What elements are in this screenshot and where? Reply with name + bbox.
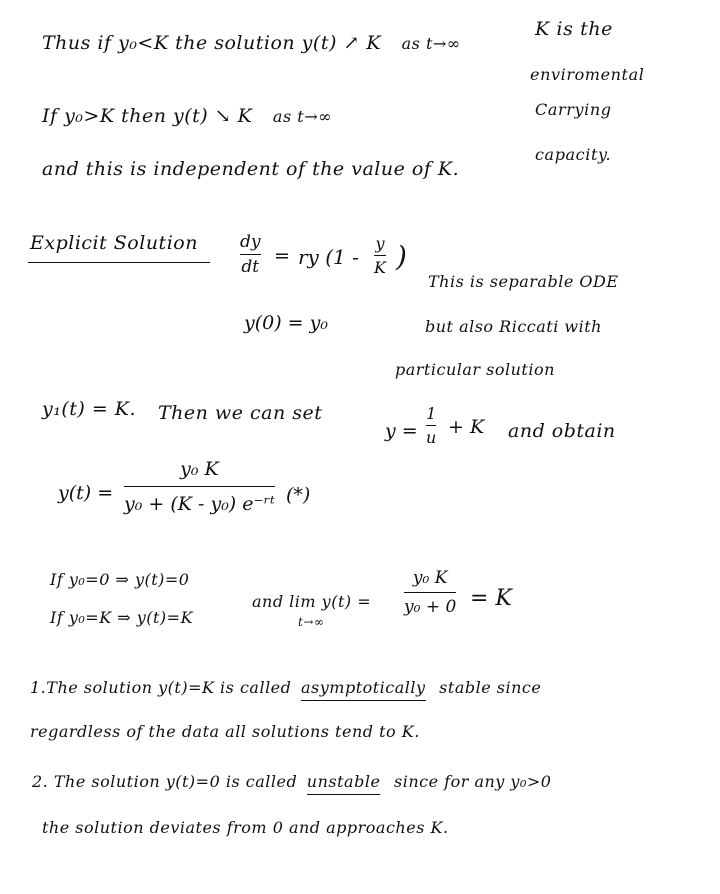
intro-line-1-text: Thus if y₀<K the solution y(t) ↗ K <box>42 32 382 54</box>
limit-fraction <box>404 568 456 617</box>
substitution-num: 1 <box>426 404 437 423</box>
intro-line-1-limit: as t→∞ <box>401 34 461 53</box>
side-note-line1: K is the <box>535 18 614 40</box>
stability-1-pre: 1.The solution y(t)=K is called <box>30 678 292 697</box>
intro-line-2-limit: as t→∞ <box>272 107 332 126</box>
ode-lhs-num: dy <box>240 232 261 252</box>
limit-bar <box>404 592 456 593</box>
ode-rhs-fraction <box>374 234 386 277</box>
side-note-line3: Carrying <box>535 100 612 119</box>
ode-rhs-end: ) <box>396 240 407 273</box>
substitution-den: u <box>426 428 437 447</box>
limit-text: and lim y(t) = <box>252 592 372 611</box>
explicit-heading-underline <box>28 262 210 263</box>
solution-lhs: y(t) = <box>58 482 114 504</box>
ode-equals: = <box>274 245 290 267</box>
particular-solution: y₁(t) = K. <box>42 398 137 420</box>
ode-rhs-den: K <box>374 258 386 277</box>
stability-1-line-2: regardless of the data all solutions tend to K. <box>30 722 420 741</box>
limit-den: y₀ + 0 <box>404 597 457 617</box>
case-1: If y₀=0 ⇒ y(t)=0 <box>50 570 190 589</box>
ode-rhs-start: ry (1 - <box>298 245 359 269</box>
substitution-rhs: + K <box>448 416 485 438</box>
solution-fraction <box>124 458 275 515</box>
limit-equals-k: = K <box>470 586 512 611</box>
substitution-lhs: y = <box>385 420 418 442</box>
ode-rhs-num: y <box>375 234 385 253</box>
stability-1-keyword: asymptotically <box>301 678 426 701</box>
explicit-note-1: This is separable ODE <box>428 272 619 291</box>
intro-line-2-text: If y₀>K then y(t) ↘ K <box>42 105 253 127</box>
side-note-line2: enviromental <box>530 65 645 84</box>
stability-2-pre: 2. The solution y(t)=0 is called <box>32 772 298 791</box>
explicit-note-2: but also Riccati with <box>425 317 602 336</box>
stability-2-post: since for any y₀>0 <box>394 772 552 791</box>
limit-subscript: t→∞ <box>298 615 325 629</box>
side-note-line4: capacity. <box>535 145 612 164</box>
explicit-heading: Explicit Solution <box>30 232 198 254</box>
stability-1-line-1 <box>30 678 541 697</box>
intro-line-1 <box>42 32 461 54</box>
solution-bar <box>124 486 275 487</box>
solution-tag: (*) <box>286 484 311 506</box>
limit-num: y₀ K <box>412 568 448 588</box>
explicit-note-3: particular solution <box>395 360 555 379</box>
initial-condition: y(0) = y₀ <box>244 312 328 334</box>
substitution-fraction <box>426 404 436 447</box>
stability-1-post: stable since <box>439 678 542 697</box>
ode-rhs-bar <box>374 255 386 256</box>
obtain-text: and obtain <box>508 420 616 442</box>
ode-lhs-fraction <box>240 232 261 277</box>
stability-2-keyword: unstable <box>307 772 381 795</box>
intro-line-2 <box>42 105 332 127</box>
solution-den: y₀ + (K - y₀) e⁻ʳᵗ <box>124 493 275 515</box>
ode-lhs-bar <box>240 254 261 255</box>
solution-num: y₀ K <box>180 458 219 480</box>
intro-line-3: and this is independent of the value of K. <box>42 158 460 180</box>
substitution-bar <box>426 425 436 426</box>
ode-lhs-den: dt <box>241 257 260 277</box>
stability-2-line-2: the solution deviates from 0 and approaches K. <box>42 818 449 837</box>
then-text: Then we can set <box>158 402 323 424</box>
stability-2-line-1 <box>32 772 551 791</box>
case-2: If y₀=K ⇒ y(t)=K <box>50 608 194 627</box>
